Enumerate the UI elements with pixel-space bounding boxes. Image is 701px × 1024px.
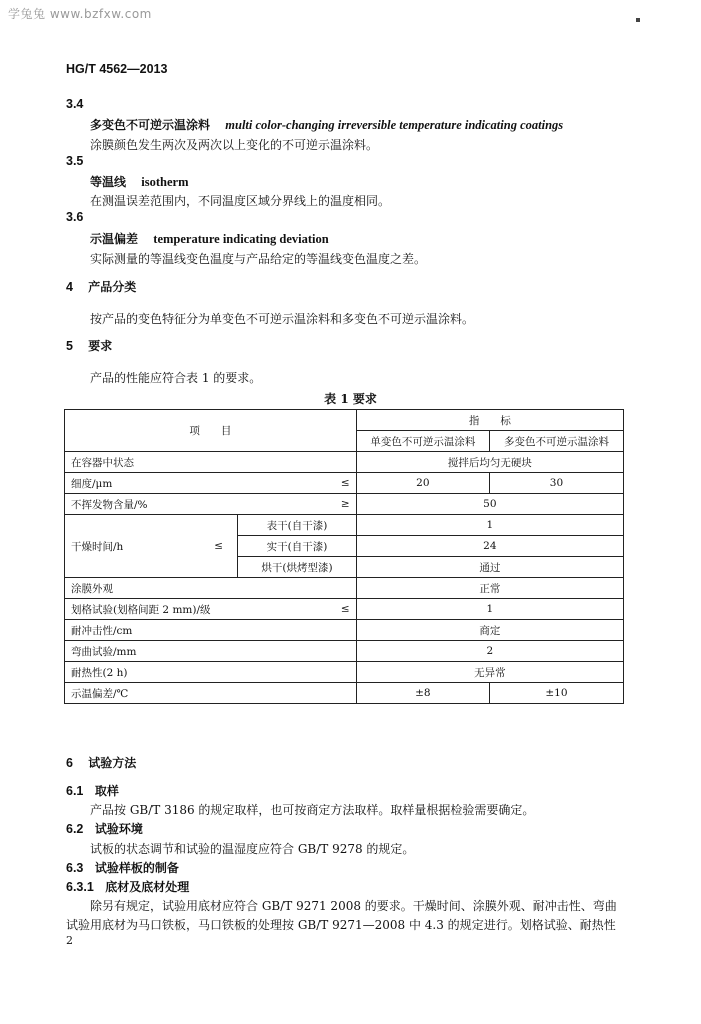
section-title: 要求 — [88, 339, 113, 353]
term-number: 3.5 — [66, 154, 84, 168]
row-value: 24 — [356, 536, 623, 557]
row-item: 细度/μm — [65, 473, 335, 494]
section-text: 产品按 GB/T 3186 的规定取样，也可按商定方法取样。取样量根据检验需要确定。 — [90, 803, 535, 817]
table-row — [65, 662, 624, 683]
header-item: 项 目 — [65, 410, 357, 452]
section-heading — [66, 337, 112, 354]
section-number: 4 — [66, 280, 73, 294]
section-title: 试验方法 — [88, 756, 137, 770]
row-symbol: ≥ — [335, 494, 356, 515]
term-en: temperature indicating deviation — [153, 232, 329, 246]
row-item: 耐冲击性/cm — [65, 620, 357, 641]
header-index: 指 标 — [356, 410, 623, 431]
term-zh: 多变色不可逆示温涂料 — [90, 118, 211, 132]
term-heading — [90, 116, 563, 133]
section-text: 试板的状态调节和试验的温湿度应符合 GB/T 9278 的规定。 — [90, 842, 415, 856]
term-definition: 涂膜颜色发生两次及两次以上变化的不可逆示温涂料。 — [90, 138, 379, 152]
section-text: 产品的性能应符合表 1 的要求。 — [90, 371, 262, 385]
row-value: 50 — [356, 494, 623, 515]
row-item: 弯曲试验/mm — [65, 641, 357, 662]
row-item: 在容器中状态 — [65, 452, 357, 473]
section-number: 6.2 — [66, 822, 84, 836]
row-value: 搅拌后均匀无硬块 — [356, 452, 623, 473]
requirements-table — [64, 409, 624, 704]
section-title: 底材及底材处理 — [105, 880, 190, 894]
header-col1: 单变色不可逆示温涂料 — [356, 431, 489, 452]
table-row — [65, 494, 624, 515]
table-row — [65, 410, 624, 431]
term-zh: 示温偏差 — [90, 232, 139, 246]
row-symbol: ≤ — [335, 473, 356, 494]
table-row — [65, 452, 624, 473]
section-text: 除另有规定，试验用底材应符合 GB/T 9271 2008 的要求。干燥时间、涂膜外观、耐冲击性、弯曲 — [90, 899, 617, 913]
term-heading — [90, 230, 329, 247]
table-caption: 表 1 要求 — [324, 392, 377, 406]
section-number: 6 — [66, 756, 73, 770]
section-number: 6.3.1 — [66, 880, 94, 894]
header-col2: 多变色不可逆示温涂料 — [489, 431, 623, 452]
row-value: 通过 — [356, 557, 623, 578]
row-item: 干燥时间/h — [65, 515, 201, 578]
subsection-heading — [66, 782, 119, 799]
term-number: 3.4 — [66, 97, 84, 111]
subsection-heading — [66, 820, 143, 837]
table-row — [65, 683, 624, 704]
subsection-heading — [66, 878, 189, 895]
row-value: 1 — [356, 599, 623, 620]
row-item: 涂膜外观 — [65, 578, 357, 599]
row-item: 耐热性(2 h) — [65, 662, 357, 683]
term-zh: 等温线 — [90, 175, 127, 189]
row-value: 正常 — [356, 578, 623, 599]
row-value-col2: ±10 — [489, 683, 623, 704]
section-heading — [66, 754, 136, 771]
table-row — [65, 620, 624, 641]
scan-mark — [636, 18, 640, 22]
table-row — [65, 515, 624, 536]
section-title: 产品分类 — [88, 280, 137, 294]
section-number: 6.1 — [66, 784, 84, 798]
term-en: isotherm — [141, 175, 189, 189]
row-subitem: 烘干(烘烤型漆) — [238, 557, 356, 578]
row-subitem: 表干(自干漆) — [238, 515, 356, 536]
term-definition: 在测温误差范围内，不同温度区域分界线上的温度相同。 — [90, 194, 391, 208]
section-text: 试验用底材为马口铁板，马口铁板的处理按 GB/T 9271—2008 中 4.3 的规定进行。划格试验、耐热性 — [66, 918, 616, 932]
term-en: multi color-changing irreversible temperature indicating coatings — [225, 118, 564, 132]
section-title: 试验环境 — [94, 822, 143, 836]
row-value: 1 — [356, 515, 623, 536]
section-number: 5 — [66, 339, 73, 353]
page-number: 2 — [66, 934, 73, 947]
watermark: 学兔兔 www.bzfxw.com — [8, 7, 152, 21]
section-title: 取样 — [94, 784, 119, 798]
row-value-col1: 20 — [356, 473, 489, 494]
term-heading — [90, 173, 189, 190]
section-text: 按产品的变色特征分为单变色不可逆示温涂料和多变色不可逆示温涂料。 — [90, 312, 475, 326]
standard-number: HG/T 4562—2013 — [66, 62, 168, 76]
table-row — [65, 641, 624, 662]
row-symbol: ≤ — [200, 515, 238, 578]
row-value-col2: 30 — [489, 473, 623, 494]
row-value-col1: ±8 — [356, 683, 489, 704]
row-item: 划格试验(划格间距 2 mm)/级 — [65, 599, 335, 620]
row-value: 2 — [356, 641, 623, 662]
section-title: 试验样板的制备 — [94, 861, 179, 875]
section-number: 6.3 — [66, 861, 84, 875]
table-row — [65, 578, 624, 599]
table-row — [65, 599, 624, 620]
row-subitem: 实干(自干漆) — [238, 536, 356, 557]
table-row — [65, 473, 624, 494]
term-number: 3.6 — [66, 210, 84, 224]
row-item: 示温偏差/℃ — [65, 683, 357, 704]
row-symbol: ≤ — [335, 599, 356, 620]
section-heading — [66, 278, 136, 295]
row-value: 无异常 — [356, 662, 623, 683]
term-definition: 实际测量的等温线变色温度与产品给定的等温线变色温度之差。 — [90, 252, 427, 266]
subsection-heading — [66, 859, 179, 876]
row-value: 商定 — [356, 620, 623, 641]
row-item: 不挥发物含量/% — [65, 494, 335, 515]
